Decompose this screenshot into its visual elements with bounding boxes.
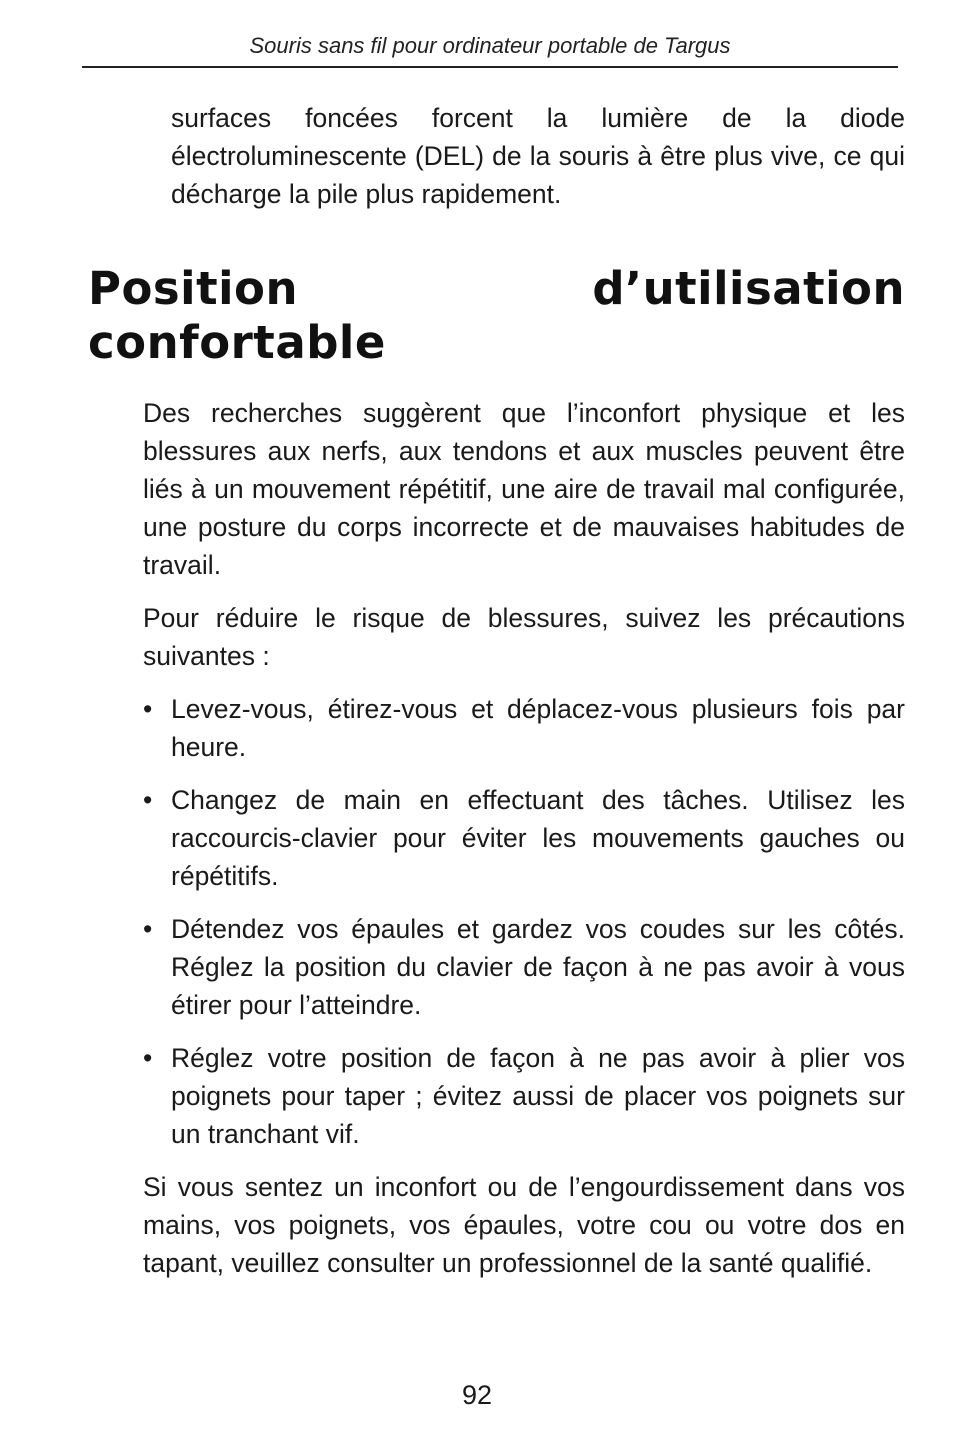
intro-paragraph: Des recherches suggèrent que l’inconfort physique et les blessures aux nerfs, aux tendons et aux muscles peuvent être liés à un mouvement répétitif, une aire de travail mal configurée, une posture du corps incorrecte et de mauvaises habitudes de travail. bbox=[143, 398, 905, 580]
section-heading: Position d’utilisation confortable bbox=[88, 262, 905, 369]
precautions-lead-paragraph: Pour réduire le risque de blessures, suivez les précautions suivantes : bbox=[143, 603, 905, 671]
list-item bbox=[143, 910, 905, 1024]
running-header: Souris sans fil pour ordinateur portable de Targus bbox=[249, 33, 731, 58]
bullet-icon: • bbox=[143, 785, 153, 815]
list-item-text: Réglez votre position de façon à ne pas avoir à plier vos poignets pour taper ; évitez aussi de placer vos poignets sur un tranchant vif. bbox=[171, 1043, 905, 1149]
closing-paragraph: Si vous sentez un inconfort ou de l’engourdissement dans vos mains, vos poignets, vos épaules, votre cou ou votre dos en tapant, veuillez consulter un professionnel de la santé qualifié. bbox=[143, 1172, 905, 1278]
list-item-text: Changez de main en effectuant des tâches. Utilisez les raccourcis-clavier pour éviter les mouvements gauches ou répétitifs. bbox=[171, 785, 905, 891]
bullet-icon: • bbox=[143, 914, 153, 944]
list-item bbox=[143, 1039, 905, 1153]
list-item-text: Levez-vous, étirez-vous et déplacez-vous plusieurs fois par heure. bbox=[171, 694, 905, 762]
list-item bbox=[143, 781, 905, 895]
page-number: 92 bbox=[461, 1380, 493, 1410]
list-item bbox=[143, 690, 905, 766]
bullet-icon: • bbox=[143, 1043, 153, 1073]
section-body bbox=[143, 394, 905, 1297]
list-item-text: Détendez vos épaules et gardez vos coudes sur les côtés. Réglez la position du clavier de façon à ne pas avoir à vous étirer pour l’atteindre. bbox=[171, 914, 905, 1020]
precautions-list bbox=[143, 690, 905, 1153]
continued-paragraph: surfaces foncées forcent la lumière de la diode électroluminescente (DEL) de la souris à être plus vive, ce qui décharge la pile plus rapidement. bbox=[171, 103, 905, 209]
header-divider bbox=[82, 66, 898, 68]
bullet-icon: • bbox=[143, 694, 153, 724]
